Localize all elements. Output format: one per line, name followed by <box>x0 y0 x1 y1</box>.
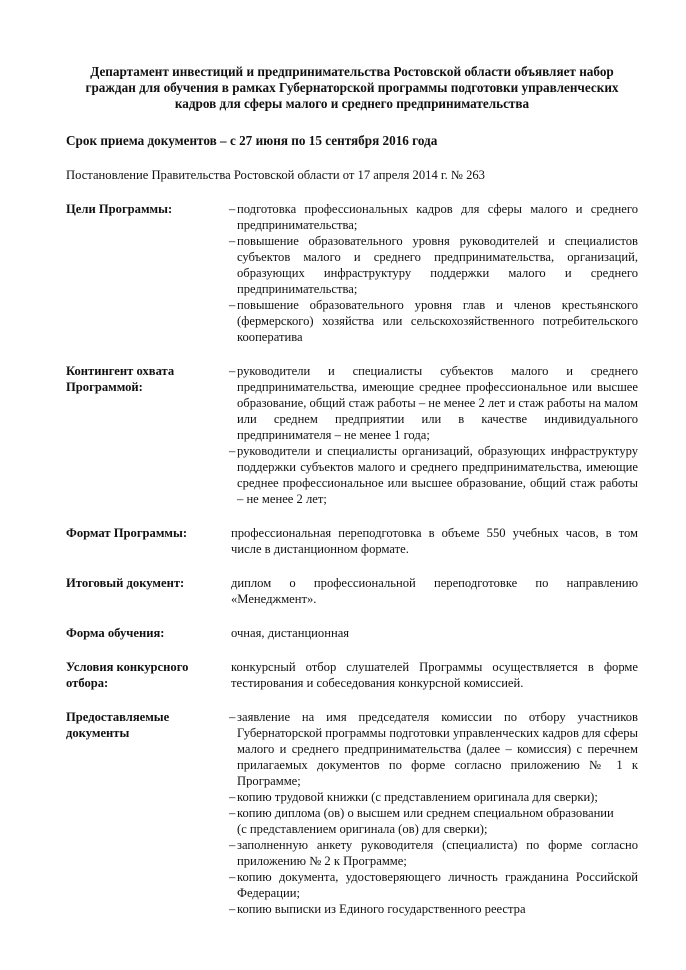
section-content <box>231 201 638 345</box>
dash-marker: – <box>229 444 236 458</box>
section-selection-conditions <box>66 659 638 691</box>
dash-marker: – <box>229 364 236 378</box>
section-text: профессиональная переподготовка в объеме 550 учебных часов, в том числе в дистанционном формате. <box>231 526 638 556</box>
dash-marker: – <box>229 234 236 248</box>
section-content <box>231 659 638 691</box>
list-item: – руководители и специалисты субъектов малого и среднего предпринимательства, имеющие среднее профессиональное или высшее образование, общий стаж работы – не менее 2 лет и стаж работы на малом или среднем предприятии или в качестве индивидуального предпринимателя – не менее 1 года; <box>229 364 638 442</box>
section-text: очная, дистанционная <box>231 626 350 640</box>
section-content <box>231 625 638 641</box>
list-item: – копию диплома (ов) о высшем или среднем специальном образовании <box>229 806 614 820</box>
dash-marker: – <box>229 870 236 884</box>
list-item: – повышение образовательного уровня глав и членов крестьянского (фермерского) хозяйства или сельскохозяйственного потребительского кооператива <box>229 298 638 344</box>
dash-marker: – <box>229 790 236 804</box>
list-item: – копию трудовой книжки (с представлением оригинала для сверки); <box>229 790 598 804</box>
dash-marker: – <box>229 902 236 916</box>
list-item-continuation: (с представлением оригинала (ов) для сверки); <box>237 822 488 836</box>
section-label: Итоговый документ: <box>66 576 185 590</box>
section-audience <box>66 363 638 507</box>
dash-marker: – <box>229 838 236 852</box>
list-item: – повышение образовательного уровня руководителей и специалистов субъектов малого и среднего предпринимательства, организаций, образующих инфраструктуру поддержки малого и среднего предпринимательства; <box>229 234 638 296</box>
dash-marker: – <box>229 202 236 216</box>
section-study-form <box>66 625 638 641</box>
list-item: – подготовка профессиональных кадров для сферы малого и среднего предпринимательства; <box>229 202 638 232</box>
section-content <box>231 575 638 607</box>
deadline-label: Срок приема документов <box>66 133 217 148</box>
list-item: – копию документа, удостоверяющего личность гражданина Российской Федерации; <box>229 870 638 900</box>
section-required-documents <box>66 709 638 917</box>
section-label: Форма обучения: <box>66 626 165 640</box>
dash-marker: – <box>229 806 236 820</box>
deadline-value: – с 27 июня по 15 сентября 2016 года <box>216 133 438 148</box>
section-text: конкурсный отбор слушателей Программы осуществляется в форме тестирования и собеседования конкурсной комиссией. <box>231 660 638 690</box>
section-format <box>66 525 638 557</box>
dash-marker: – <box>229 298 236 312</box>
section-content <box>231 363 638 507</box>
list-item: – копию выписки из Единого государственного реестра <box>229 902 526 916</box>
list-item: – руководители и специалисты организаций, образующих инфраструктуру поддержки субъектов малого и среднего предпринимательства, имеющие среднее профессиональное или высшее образование, общий стаж работы – не менее 2 лет; <box>229 444 638 506</box>
deadline-line <box>66 132 638 149</box>
decree-reference: Постановление Правительства Ростовской области от 17 апреля 2014 г. № 263 <box>66 168 485 182</box>
list-item: – заполненную анкету руководителя (специалиста) по форме согласно приложению № 2 к Программе; <box>229 838 638 868</box>
section-text: диплом о профессиональной переподготовке по направлению «Менеджмент». <box>231 576 638 606</box>
dash-marker: – <box>229 710 236 724</box>
section-goals <box>66 201 638 345</box>
section-final-document <box>66 575 638 607</box>
section-label: Контингент охвата Программой: <box>66 364 175 394</box>
section-label: Формат Программы: <box>66 526 188 540</box>
section-content <box>231 709 638 917</box>
section-label: Условия конкурсного отбора: <box>66 660 189 690</box>
section-label: Цели Программы: <box>66 202 173 216</box>
section-label: Предоставляемые документы <box>66 710 170 740</box>
section-content <box>231 525 638 557</box>
list-item: – заявление на имя председателя комиссии по отбору участников Губернаторской программы подготовки управленческих кадров для сферы малого и среднего предпринимательства (далее – комиссия) с перечнем прилагаемых документов по форме согласно приложению № 1 к Программе; <box>229 710 638 788</box>
document-title: Департамент инвестиций и предпринимательства Ростовской области объявляет набор граждан для обучения в рамках Губернаторской программы подготовки управленческих кадров для сферы малого и среднего предпринимательства <box>85 64 619 111</box>
